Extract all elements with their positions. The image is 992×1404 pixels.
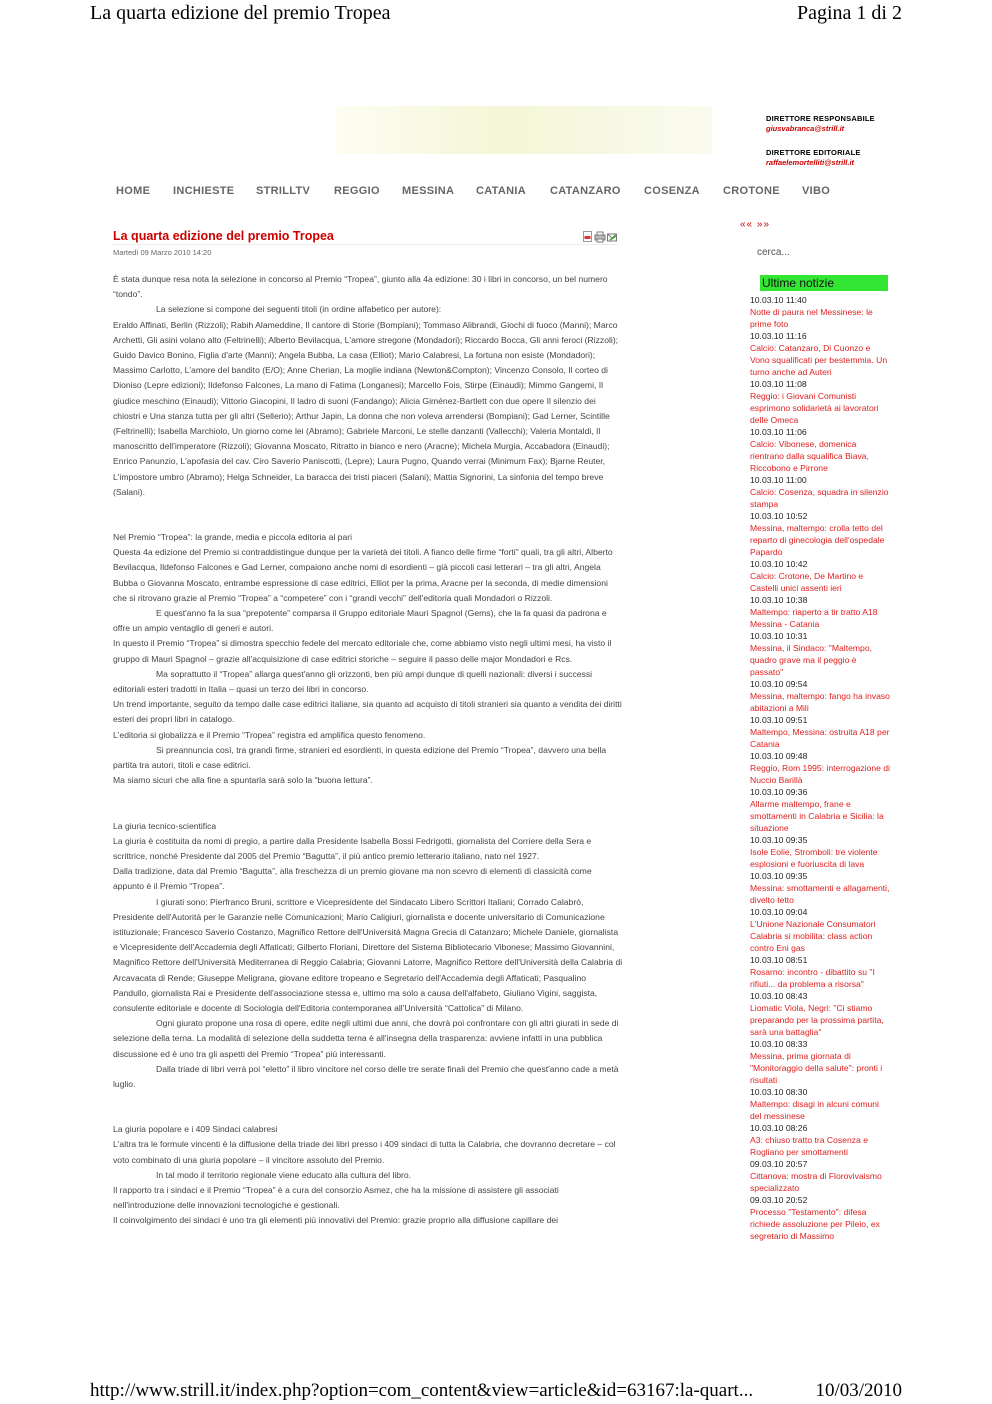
news-link[interactable]: Allarme maltempo, frane e smottamenti in Calabria e Sicilia: la situazione	[750, 799, 884, 833]
news-link[interactable]: Reggio: i Giovani Comunisti esprimono solidarietà ai lavoratori delle Omeca	[750, 391, 879, 425]
nav-cosenza[interactable]: COSENZA	[644, 185, 700, 197]
print-footer	[0, 1380, 992, 1404]
news-item	[750, 834, 890, 870]
news-link[interactable]: Messina, prima giornata di "Monitoraggio della salute": pronti i risultati	[750, 1051, 883, 1085]
paragraph: Il coinvolgimento dei sindaci è uno tra gli elementi più innovativi del Premio: grazie proprio alla diffusione capillare dei	[113, 1215, 559, 1226]
print-icon[interactable]	[595, 232, 605, 242]
article-title: La quarta edizione del premio Tropea	[113, 229, 334, 243]
paragraph: Un trend importante, seguito da tempo dalle case editrici italiane, sia quanto ad acquisto di titoli stranieri sia quanto a vendita dei diritti esteri dei propri libri in catalogo.	[113, 699, 622, 725]
news-link[interactable]: Messina, maltempo: fango ha invaso abitazioni a Mili	[750, 691, 890, 713]
paragraph: L'altra tra le formule vincenti è la diffusione della triade dei libri presso i 409 sindaci di tutta la Calabria, che dovranno decretare – col voto combinato di una giuria popolare – il vincitore assoluto del Premio.	[113, 1139, 616, 1165]
editorial-director-label: DIRETTORE EDITORIALE	[766, 148, 861, 157]
news-item	[750, 378, 890, 426]
news-time: 10.03.10 11:06	[750, 427, 807, 437]
paragraph: Si preannuncia così, tra grandi firme, stranieri ed esordienti, in questa edizione del Premio “Tropea”, davvero una bella partita tra autori, titoli e case editrici.	[113, 744, 607, 771]
news-link[interactable]: Messina: smottamenti e allagamenti, divelto tetto	[750, 883, 890, 905]
news-link[interactable]: Calcio: Vibonese, domenica rientrano dalla squalifica Biava, Riccobono e Pirrone	[750, 439, 869, 473]
news-link[interactable]: Maltempo: riaperto a tir tratto A18 Messina - Catania	[750, 607, 878, 629]
news-item	[750, 510, 890, 558]
news-item	[750, 1122, 890, 1158]
nav-catanzaro[interactable]: CATANZARO	[550, 185, 621, 197]
pdf-icon[interactable]	[584, 232, 592, 242]
paragraph: I giurati sono: Pierfranco Bruni, scrittore e Vicepresidente del Sindacato Libero Scrittori Italiani; Corrado Calabrò, Presidente dell'Autorità per le Garanzie nelle Comunicazioni; Mario Caligiuri, giornalista e docente universitario di Comunicazione istituzionale; Francesco Saverio Costanzo, Magnifico Rettore dell'Università Magna Grecia di Catanzaro; Michele Daniele, giornalista e Vicepresidente dell'Accademia degli Affaticati; Gilberto Floriani, Direttore del Sistema Bibliotecario Vibonese; Massimo Giovannini, Magnifico Rettore dell'Università Mediterranea di Reggio Calabria; Giovanni Latorre, Magnifico Rettore dell'Università della Calabria di Arcavacata di Rende; Giuseppe Meligrana, giovane editore tropeano e Segretario dell'Accademia degli Affaticati; Pasqualino Pandullo, giornalista Rai e Presidente dell'associazione stessa e, ultimo ma solo a causa dell'alfabeto, Giuliano Vigini, saggista, consulente editoriale e docente di Sociologia dell'Editoria contemporanea all'Università “Cattolica” di Milano.	[113, 896, 623, 1013]
paragraph: L'editoria si globalizza e il Premio “Tropea” registra ed amplifica questo fenomeno.	[113, 729, 426, 740]
news-item	[750, 990, 890, 1038]
news-time: 10.03.10 10:31	[750, 631, 808, 641]
news-time: 10.03.10 08:51	[750, 955, 808, 965]
news-item	[750, 558, 890, 594]
news-time: 10.03.10 08:33	[750, 1039, 808, 1049]
news-item	[750, 1038, 890, 1086]
nav-reggio[interactable]: REGGIO	[334, 185, 380, 197]
paragraph: Ma soprattutto il “Tropea” allarga quest'anno gli orizzonti, ben più ampi dunque di quelli nazionali: diversi i successi editoriali esteri tradotti in Italia – quasi un terzo dei libri in concorso.	[113, 668, 593, 695]
news-item	[750, 750, 890, 786]
news-link[interactable]: Isole Eolie, Stromboli: tre violente esplosioni e fuoriuscita di lava	[750, 847, 878, 869]
print-page-number: Pagina 1 di 2	[797, 2, 902, 24]
news-link[interactable]: Rosarno: incontro - dibattito su "I rifiuti... da problema a risorsa"	[750, 967, 875, 989]
section-heading: La giuria popolare e i 409 Sindaci calabresi	[113, 1124, 278, 1135]
news-link[interactable]: A3: chiuso tratto tra Cosenza e Rogliano per smottamenti	[750, 1135, 868, 1157]
news-time: 10.03.10 11:00	[750, 475, 807, 485]
article-tools	[583, 230, 617, 242]
news-link[interactable]: Maltempo: disagi in alcuni comuni del messinese	[750, 1099, 879, 1121]
news-time: 10.03.10 11:16	[750, 331, 807, 341]
news-item	[750, 426, 890, 474]
news-item	[750, 678, 890, 714]
paragraph: Dalla tradizione, data dal Premio “Bagutta”, alla freschezza di un premio giovane ma non scevro di elementi di classicità come appunto è il Premio “Tropea”.	[113, 866, 592, 892]
nav-inchieste[interactable]: INCHIESTE	[173, 185, 235, 197]
nav-crotone[interactable]: CROTONE	[723, 185, 780, 197]
paragraph: E quest'anno fa la sua “prepotente” comparsa il Gruppo editoriale Mauri Spagnol (Gems), che la fa quasi da padrona e offre un ampio ventaglio di generi e autori.	[113, 608, 607, 634]
nav-home[interactable]: HOME	[116, 185, 151, 197]
news-link[interactable]: Cittanova: mostra di Florovivaismo specializzato	[750, 1171, 882, 1193]
news-time: 10.03.10 09:51	[750, 715, 808, 725]
news-time: 10.03.10 08:26	[750, 1123, 808, 1133]
news-time: 10.03.10 09:35	[750, 871, 808, 881]
news-link[interactable]: Liomatic Viola, Negri: "Ci stiamo preparando per la prossima partita, sarà una battaglia"	[750, 1003, 884, 1037]
news-item	[750, 786, 890, 834]
paragraph: Ogni giurato propone una rosa di opere, edite negli ultimi due anni, che dovrà poi confrontare con gli altri giurati in sede di selezione della terna. La modalità di selezione della suddetta terna è all'insegna della trasparenza: avviene infatti in una pubblica discussione ed è uno tra gli aspetti del Premio “Tropea” più interessanti.	[113, 1018, 619, 1059]
nav-strilltv[interactable]: STRILLTV	[256, 185, 311, 197]
directors-box	[766, 114, 936, 182]
paragraph: La selezione si compone dei seguenti titoli (in ordine alfabetico per autore):	[156, 304, 442, 315]
paragraph: In tal modo il territorio regionale viene educato alla cultura del libro.	[156, 1169, 412, 1180]
nav-messina[interactable]: MESSINA	[402, 185, 455, 197]
news-time: 10.03.10 11:08	[750, 379, 807, 389]
news-time: 10.03.10 11:40	[750, 295, 807, 305]
news-link[interactable]: Maltempo, Messina: ostruita A18 per Catania	[750, 727, 890, 749]
latest-news-header: Ultime notizie	[760, 275, 888, 291]
news-item	[750, 714, 890, 750]
print-page-url: http://www.strill.it/index.php?option=com_content&view=article&id=63167:la-quart...	[90, 1380, 754, 1401]
news-link[interactable]: Calcio: Crotone, De Martino e Castelli unici assenti ieri	[750, 571, 864, 593]
news-item	[750, 330, 890, 378]
article-date: Martedì 09 Marzo 2010 14:20	[113, 248, 212, 257]
news-time: 10.03.10 08:30	[750, 1087, 808, 1097]
paragraph: Eraldo Affinati, Berlin (Rizzoli); Rabih Alameddine, Il cantore di Storie (Bompiani); Tommaso Alibrandi, Giochi di fuoco (Manni); Marco Archetti, Gli asini volano alto (Feltrinelli); Alberto Bevilacqua, L'amore stregone (Mondadori); Riccardo Bocca, Gli anni feroci (Rizzoli); Guido Davico Bonino, Figlia d'arte (Manni); Angela Bubba, La casa (Elliot); Mario Calabresi, La fortuna non esiste (Mondadori); Massimo Carlotto, L'amore del bandito (E/O); Anne Cherian, La moglie indiana (Newton&Compton); Vincenzo Consolo, Il corteo di Dioniso (Lepre edizioni); Ildefonso Falcones, La mano di Fatima (Longanesi); Marcello Fois, Stirpe (Einaudi); Mimmo Gangemi, Il giudice meschino (Einaudi); Vittorio Giacopini, Il ladro di suoni (Fandango); Alicia Giménez-Bartlett con due opere Il silenzio dei chiostri e Una stanza tutta per gli altri (Sellerio); Arthur Japin, La donna che non voleva arrendersi (Bompiani); Gad Lerner, Scintille (Feltrinelli); Isabella Marchiolo, Un giorno come lei (Abramo); Gabriele Marconi, Le stelle danzanti (Vallecchi); Valeria Montaldi, Il manoscritto dell'imperatore (Rizzoli); Giovanna Moscato, Ritratto in bianco e nero (Aracne); Michela Murgia, Accabadora (Einaudi); Enrico Panunzio, L'apofasia del cav. Ciro Saverio Paniscotti, (Lepre); Laura Pugno, Quando verrai (Minimum Fax); Bjarne Reuter, L'impostore umbro (Abramo); Helga Schneider, La baracca dei tristi piaceri (Salani); Mattia Signorini, La sinfonia del tempo breve (Salani).	[113, 319, 619, 497]
search-input[interactable]	[757, 244, 877, 260]
news-item	[750, 870, 890, 906]
news-item	[750, 294, 890, 330]
print-header	[0, 0, 992, 30]
news-item	[750, 1158, 890, 1194]
news-time: 10.03.10 10:38	[750, 595, 808, 605]
news-item	[750, 594, 890, 630]
paragraph: Questa 4a edizione del Premio si contraddistingue dunque per la varietà dei titoli. A fianco delle firme “forti” quali, tra gli altri, Alberto Bevilacqua, Ildefonso Falcones e Gad Lerner, compaiono anche nomi di esordienti – già piccoli casi letterari – tra gli altri, Angela Bubba o Giovanna Moscato, entrambe espressione di case editrici, Elliot per la prima, Aracne per la seconda, di medie dimensioni che si ritrovano grazie al Premio “Tropea” a “competere” con i “grandi vecchi” dell'editoria quali Mondadori o Rizzoli.	[113, 547, 613, 603]
responsible-director-label: DIRETTORE RESPONSABILE	[766, 114, 875, 123]
paragraph: In questo il Premio “Tropea” si dimostra specchio fedele del mercato editoriale che, come abbiamo visto negli ultimi mesi, ha visto il gruppo di Mauri Spagnol – grazie all'acquisizione di case editrici storiche – seguire il passo delle major Mondadori e Rcs.	[113, 638, 612, 664]
news-link[interactable]: Notte di paura nel Messinese: le prime foto	[750, 307, 873, 329]
responsible-director-email[interactable]: giusvabranca@strill.it	[766, 124, 845, 133]
article-body	[113, 272, 623, 1229]
news-time: 10.03.10 09:54	[750, 679, 808, 689]
paragraph: Dalla triade di libri verrà poi “eletto” il libro vincitore nel corso delle tre serate finali del Premio che quest'anno cade a metà luglio.	[113, 1063, 619, 1089]
news-time: 10.03.10 09:04	[750, 907, 808, 917]
news-link[interactable]: Calcio: Cosenza, squadra in silenzio stampa	[750, 487, 889, 509]
paragraph: Il rapporto tra i sindaci e il Premio “Tropea” è a cura del consorzio Asmez, che ha la missione di assistere gli associati nell'introduzione delle innovazioni tecnologiche e gestionali.	[113, 1184, 559, 1211]
print-date: 10/03/2010	[815, 1380, 902, 1401]
editorial-director-email[interactable]: raffaelemortelliti@strill.it	[766, 158, 855, 167]
news-item	[750, 906, 890, 954]
paragraph: La giuria è costituita da nomi di pregio, a partire dalla Presidente Isabella Bossi Fedrigotti, giornalista del Corriere della Sera e scrittrice, nonché Presidente dal 2005 del Premio “Bagutta”, il più antico premio letterario italiano, nato nel 1927.	[113, 835, 592, 861]
news-link[interactable]: Messina, maltempo: crolla tetto del reparto di ginecologia dell'ospedale Papardo	[750, 523, 885, 557]
email-icon[interactable]	[608, 234, 617, 241]
news-link[interactable]: Processo "Testamento": difesa richiede assoluzione per Pileio, ex segretario di Massimo	[750, 1207, 880, 1241]
news-time: 09.03.10 20:57	[750, 1159, 808, 1169]
news-time: 10.03.10 09:36	[750, 787, 808, 797]
news-item	[750, 1194, 890, 1242]
nav-vibo[interactable]: VIBO	[802, 185, 831, 197]
news-item	[750, 954, 890, 990]
news-time: 10.03.10 10:52	[750, 511, 808, 521]
title-divider	[113, 244, 618, 245]
news-time: 10.03.10 10:42	[750, 559, 808, 569]
news-link[interactable]: L'Unione Nazionale Consumatori Calabria si mobilita: class action contro Eni gas	[750, 919, 876, 953]
news-time: 09.03.10 20:52	[750, 1195, 808, 1205]
section-heading: La giuria tecnico-scientifica	[113, 820, 217, 831]
site-banner	[336, 106, 712, 154]
nav-catania[interactable]: CATANIA	[476, 185, 526, 197]
news-item	[750, 1086, 890, 1122]
paragraph: È stata dunque resa nota la selezione in concorso al Premio “Tropea”, giunto alla 4a edizione: 30 i libri in concorso, un bel numero “tondo”.	[113, 274, 608, 300]
news-time: 10.03.10 08:43	[750, 991, 808, 1001]
print-page-title: La quarta edizione del premio Tropea	[90, 2, 391, 24]
latest-news-list	[750, 294, 890, 1242]
news-link[interactable]: Calcio: Catanzaro, Di Cuonzo e Vono squalificati per bestemmia. Un turno anche ad Auteri	[750, 343, 888, 377]
section-heading: Nel Premio “Tropea”: la grande, media e piccola editoria al pari	[113, 532, 352, 543]
news-item	[750, 630, 890, 678]
news-link[interactable]: Messina, il Sindaco: "Maltempo, quadro grave ma il peggio è passato"	[750, 643, 872, 677]
news-time: 10.03.10 09:48	[750, 751, 808, 761]
news-time: 10.03.10 09:35	[750, 835, 808, 845]
sidebar-arrows[interactable]: «« »»	[740, 219, 771, 230]
news-item	[750, 474, 890, 510]
news-link[interactable]: Reggio, Rom 1995: interrogazione di Nuccio Barillà	[750, 763, 890, 785]
paragraph: Ma siamo sicuri che alla fine a spuntarla sarà solo la “buona lettura”.	[113, 775, 373, 786]
